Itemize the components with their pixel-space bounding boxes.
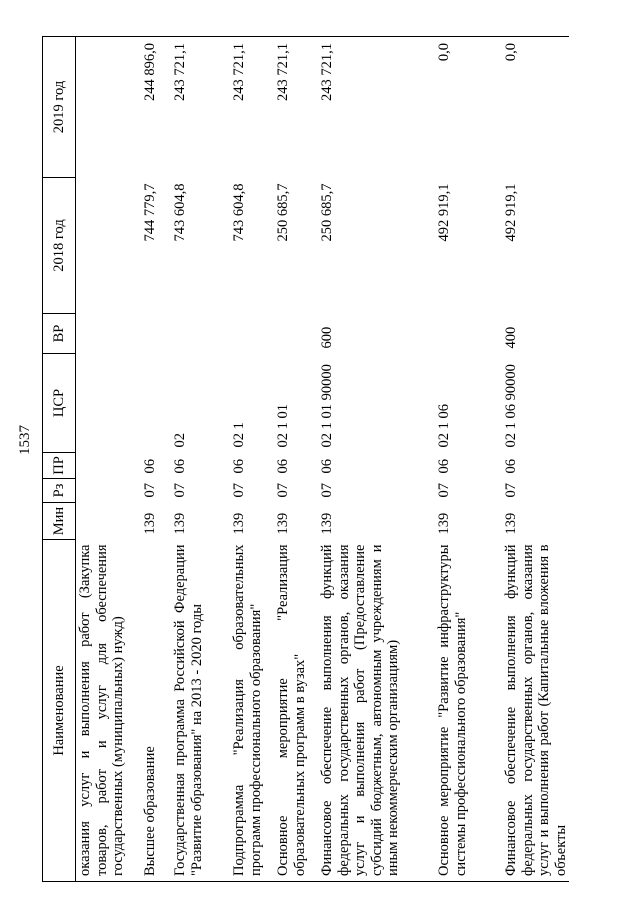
row-pr: 06: [436, 459, 452, 474]
row-2019: 244 896,0: [141, 37, 171, 178]
row-csr: [76, 354, 142, 453]
row-2019: [76, 37, 142, 178]
row-vr: [435, 314, 502, 354]
row-rz: 07: [231, 483, 247, 498]
budget-table: [42, 36, 569, 882]
row-csr: 02 1 01: [275, 404, 291, 448]
row-name: Финансовое обеспечение выполнения функций федеральных государственных органов, оказания услуг и выполнения работ (Предоставление субсидий бюджетным, автономным учреждениям и иным некоммерческим организациям): [318, 540, 435, 882]
row-name: Основное мероприятие "Реализация образовательных программ в вузах": [274, 540, 318, 882]
row-pr: [76, 453, 142, 479]
header-csr: ЦСР: [43, 354, 76, 453]
row-min: 139: [436, 512, 452, 535]
row-name: Основное мероприятие "Развитие инфраструктуры системы профессионального образования": [435, 540, 502, 882]
row-csr: 02 1 06 90000: [503, 364, 519, 448]
header-rz: Рз: [43, 479, 76, 503]
row-name: Государственная программа Российской Федерации "Развитие образования" на 2013 - 2020 годы: [171, 540, 230, 882]
row-csr: 02 1 01 90000: [319, 364, 335, 448]
row-name: Высшее образование: [141, 540, 171, 882]
row-pr: 06: [231, 459, 247, 474]
header-min: Мин: [43, 503, 76, 540]
table-row: [171, 37, 230, 882]
row-pr: 06: [142, 459, 158, 474]
header-name: Наименование: [43, 540, 76, 882]
row-2019: 0,0: [435, 37, 502, 178]
row-rz: 07: [503, 483, 519, 498]
header-2018: 2018 год: [43, 178, 76, 314]
row-2018: 492 919,1: [503, 183, 519, 242]
table-row: [502, 37, 569, 882]
row-rz: 07: [142, 483, 158, 498]
row-min: 139: [275, 512, 291, 535]
row-vr: [141, 314, 171, 354]
table-row: [230, 37, 274, 882]
row-min: 139: [503, 512, 519, 535]
row-vr: [171, 314, 230, 354]
row-csr: 02: [172, 433, 188, 448]
row-name: оказания услуг и выполнения работ (Закупка товаров, работ и услуг для обеспечения государственных (муниципальных) нужд): [76, 540, 142, 882]
table-row: [274, 37, 318, 882]
row-vr: 400: [503, 326, 519, 349]
row-2018: 250 685,7: [275, 183, 291, 242]
table-row: [435, 37, 502, 882]
row-pr: 06: [275, 459, 291, 474]
row-2018: 743 604,8: [231, 183, 247, 242]
row-2018: 492 919,1: [436, 183, 452, 242]
table-header-row: [43, 37, 76, 882]
row-min: 139: [142, 512, 158, 535]
row-2019: 0,0: [502, 37, 569, 178]
page-number: 1537: [16, 425, 33, 455]
row-2019: 243 721,1: [274, 37, 318, 178]
header-2019: 2019 год: [43, 37, 76, 178]
rotated-budget-table: [42, 37, 586, 882]
row-name: Подпрограмма "Реализация образовательных программ профессионального образования": [230, 540, 274, 882]
row-min: 139: [172, 512, 188, 535]
row-2019: 243 721,1: [318, 37, 435, 178]
row-pr: 06: [172, 459, 188, 474]
row-rz: 07: [275, 483, 291, 498]
row-vr: 600: [319, 326, 335, 349]
row-pr: 06: [503, 459, 519, 474]
row-rz: 07: [436, 483, 452, 498]
row-min: [76, 503, 142, 540]
row-2019: 243 721,1: [230, 37, 274, 178]
row-name: Финансовое обеспечение выполнения функций федеральных государственных органов, оказания услуг и выполнения работ (Капитальные вложения в объекты: [502, 540, 569, 882]
row-2018: 743 604,8: [172, 183, 188, 242]
row-csr: 02 1 06: [436, 404, 452, 448]
row-min: 139: [231, 512, 247, 535]
row-csr: 02 1: [231, 422, 247, 448]
header-pr: ПР: [43, 453, 76, 479]
row-2019: 243 721,1: [171, 37, 230, 178]
row-min: 139: [319, 512, 335, 535]
row-vr: [274, 314, 318, 354]
row-rz: 07: [172, 483, 188, 498]
row-2018: 250 685,7: [319, 183, 335, 242]
row-pr: 06: [319, 459, 335, 474]
row-rz: [76, 479, 142, 503]
header-vr: ВР: [43, 314, 76, 354]
row-vr: [76, 314, 142, 354]
table-row: [141, 37, 171, 882]
table-row: [318, 37, 435, 882]
row-2018: [76, 178, 142, 314]
table-row: [76, 37, 142, 882]
row-rz: 07: [319, 483, 335, 498]
row-2018: 744 779,7: [142, 183, 158, 242]
row-csr: [141, 354, 171, 453]
row-vr: [230, 314, 274, 354]
